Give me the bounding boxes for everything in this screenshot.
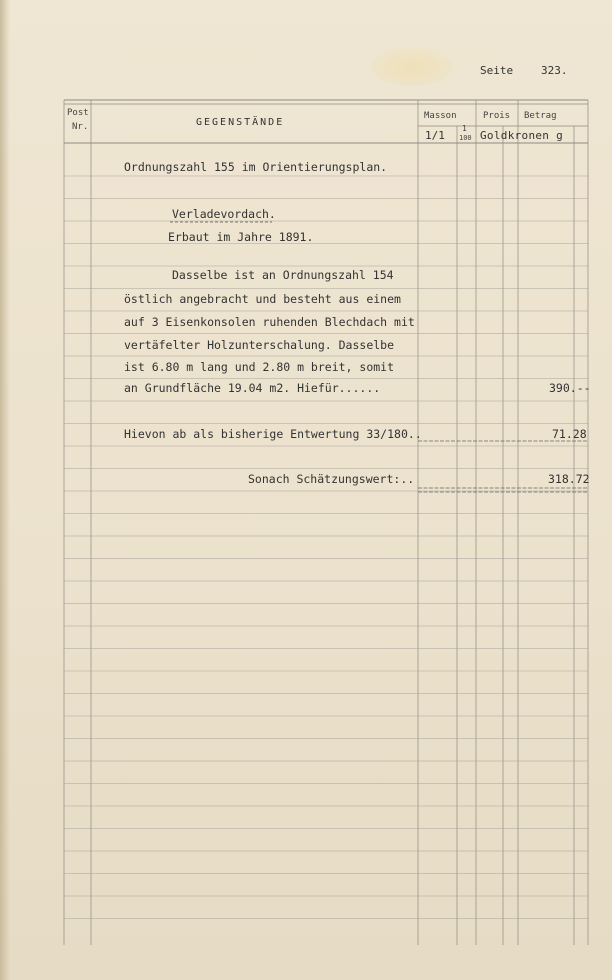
entry-built-year: Erbaut im Jahre 1891. (168, 230, 314, 244)
header-masson-1-100-top: 1 (462, 124, 467, 133)
page-number: 323. (541, 64, 568, 77)
header-masson-1-1: 1/1 (425, 129, 445, 142)
amount-deduction: 71.28 (552, 427, 587, 441)
header-masson-1-100-bottom: 100 (459, 134, 472, 142)
entry-description-line: an Grundfläche 19.04 m2. Hiefür...... (124, 381, 381, 395)
header-betrag: Betrag (524, 111, 557, 121)
page-label: Seite (480, 64, 514, 77)
entry-description-line: vertäfelter Holzunterschalung. Dasselbe (124, 338, 395, 352)
header-masson: Masson (424, 111, 457, 121)
header-gegenstaende: GEGENSTÄNDE (196, 117, 285, 128)
header-post: Post (67, 108, 89, 118)
amount-value: 390.-- (549, 381, 591, 395)
header-nr: Nr. (72, 122, 89, 132)
entry-description-line: auf 3 Eisenkonsolen ruhenden Blechdach mit (124, 315, 415, 329)
entry-ordnungszahl: Ordnungszahl 155 im Orientierungsplan. (124, 160, 388, 174)
entry-description-line: Dasselbe ist an Ordnungszahl 154 (172, 268, 394, 282)
entry-result: Sonach Schätzungswert:.. (248, 472, 415, 486)
entry-deduction: Hievon ab als bisherige Entwertung 33/180.. (124, 427, 422, 441)
entry-title: Verladevordach. (172, 207, 276, 221)
amount-result: 318.72 (548, 472, 590, 486)
header-prois: Prois (483, 111, 511, 121)
entry-description-line: östlich angebracht und besteht aus einem (124, 292, 401, 306)
header-currency: Goldkronen g (480, 129, 564, 142)
entry-description-line: ist 6.80 m lang und 2.80 m breit, somit (124, 360, 395, 374)
